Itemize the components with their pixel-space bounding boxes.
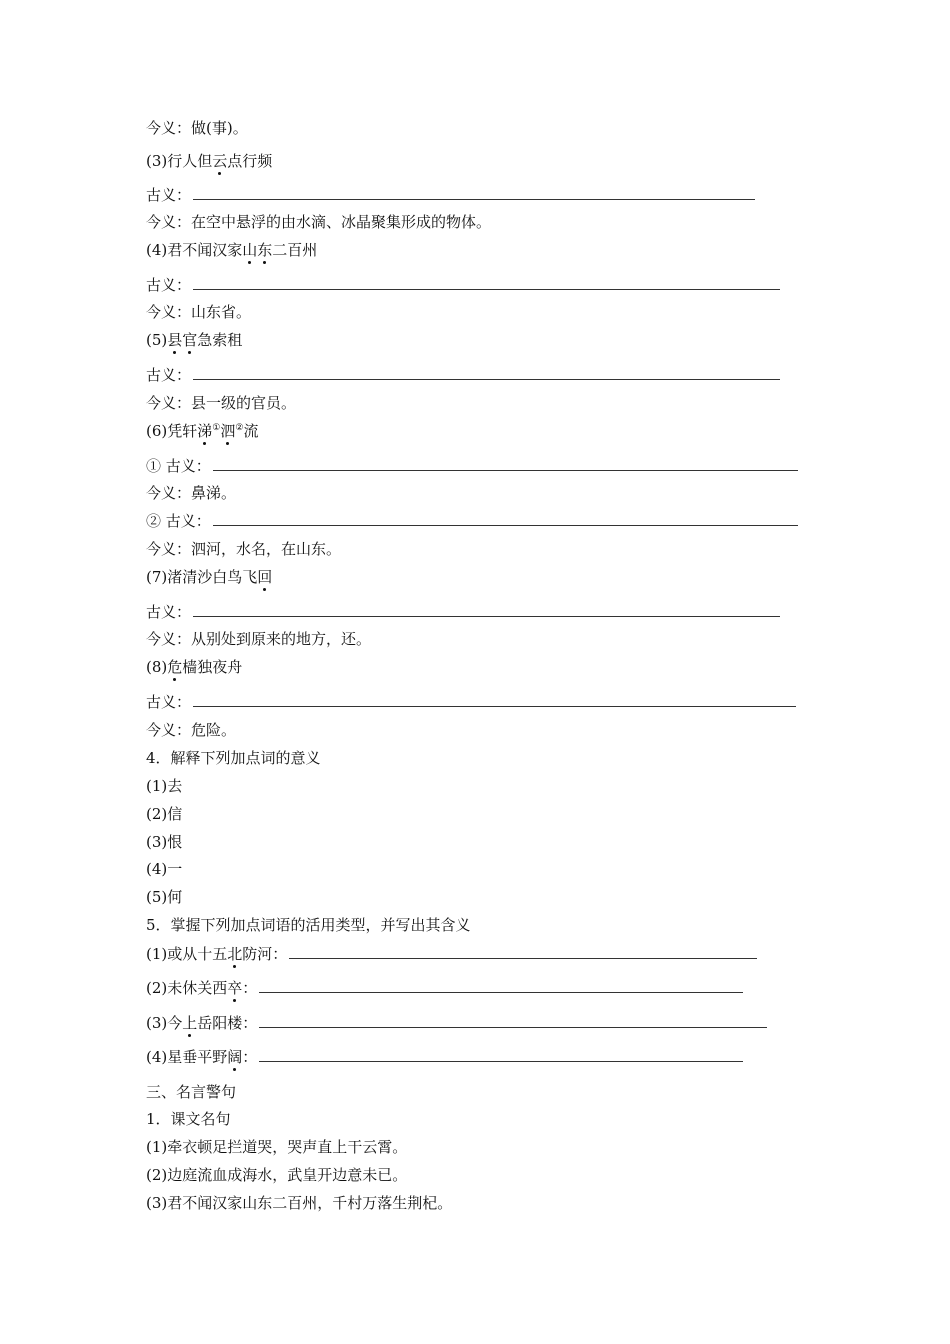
text-line: 今义：危险。 xyxy=(146,721,237,739)
text-line: 今义：从别处到原来的地方，还。 xyxy=(146,630,372,648)
answer-blank[interactable] xyxy=(259,978,743,993)
answer-line: 古义： xyxy=(146,365,780,385)
text-line: 今义：山东省。 xyxy=(146,303,252,321)
question-line: (3)行人但云点行频 xyxy=(146,152,273,170)
dotted-char: 云 xyxy=(212,152,228,170)
question-line: (5)县官急索租 xyxy=(146,331,243,349)
answer-line: 古义： xyxy=(146,692,796,712)
answer-line: ② 古义： xyxy=(146,511,798,531)
question-line: (3)今上岳阳楼： xyxy=(146,1013,767,1033)
answer-blank[interactable] xyxy=(193,365,780,380)
answer-blank[interactable] xyxy=(193,692,796,707)
question-line: (2)未休关西卒： xyxy=(146,978,743,998)
text-line: 今义：县一级的官员。 xyxy=(146,394,297,412)
dotted-char: 县 xyxy=(167,331,183,349)
dotted-char: 上 xyxy=(182,1014,198,1032)
question-line: (8)危樯独夜舟 xyxy=(146,658,243,676)
list-item: (4)一 xyxy=(146,860,183,878)
list-item: (2)信 xyxy=(146,805,183,823)
text-line: 今义：在空中悬浮的由水滴、冰晶聚集形成的物体。 xyxy=(146,213,492,231)
answer-blank[interactable] xyxy=(213,456,798,471)
question-line: (4)星垂平野阔： xyxy=(146,1047,743,1067)
subsection-heading: 1．课文名句 xyxy=(146,1110,231,1128)
dotted-char: 回 xyxy=(257,568,273,586)
answer-line: 古义： xyxy=(146,275,780,295)
section-heading: 5．掌握下列加点词语的活用类型，并写出其含义 xyxy=(146,916,471,934)
text-line: 今义：鼻涕。 xyxy=(146,484,237,502)
question-line: (6)凭轩涕①泗②流 xyxy=(146,422,259,440)
dotted-char: 阔 xyxy=(227,1048,243,1066)
answer-line: 古义： xyxy=(146,602,780,622)
dotted-char: 泗 xyxy=(220,422,236,440)
answer-blank[interactable] xyxy=(289,944,757,959)
answer-blank[interactable] xyxy=(193,185,755,200)
answer-blank[interactable] xyxy=(193,275,780,290)
list-item: (1)去 xyxy=(146,777,183,795)
section-heading: 三、名言警句 xyxy=(146,1083,237,1101)
answer-blank[interactable] xyxy=(259,1013,767,1028)
dotted-char: 北 xyxy=(227,945,243,963)
dotted-char: 东 xyxy=(257,241,273,259)
dotted-char: 卒 xyxy=(227,979,243,997)
quote-line: (3)君不闻汉家山东二百州，千村万落生荆杞。 xyxy=(146,1194,453,1212)
dotted-char: 涕 xyxy=(197,422,213,440)
question-line: (4)君不闻汉家山东二百州 xyxy=(146,241,318,259)
dotted-char: 官 xyxy=(182,331,198,349)
dotted-char: 危 xyxy=(167,658,183,676)
dotted-char: 山 xyxy=(242,241,258,259)
quote-line: (2)边庭流血成海水，武皇开边意未已。 xyxy=(146,1166,408,1184)
section-heading: 4．解释下列加点词的意义 xyxy=(146,749,321,767)
answer-line: 古义： xyxy=(146,185,755,205)
answer-blank[interactable] xyxy=(193,602,780,617)
list-item: (5)何 xyxy=(146,888,183,906)
text-line: 今义：泗河，水名，在山东。 xyxy=(146,540,342,558)
answer-line: ① 古义： xyxy=(146,456,798,476)
quote-line: (1)牵衣顿足拦道哭，哭声直上干云霄。 xyxy=(146,1138,408,1156)
question-line: (7)渚清沙白鸟飞回 xyxy=(146,568,273,586)
answer-blank[interactable] xyxy=(259,1047,743,1062)
question-line: (1)或从十五北防河： xyxy=(146,944,757,964)
text-line: 今义：做(事)。 xyxy=(146,119,248,137)
answer-blank[interactable] xyxy=(213,511,798,526)
list-item: (3)恨 xyxy=(146,833,183,851)
